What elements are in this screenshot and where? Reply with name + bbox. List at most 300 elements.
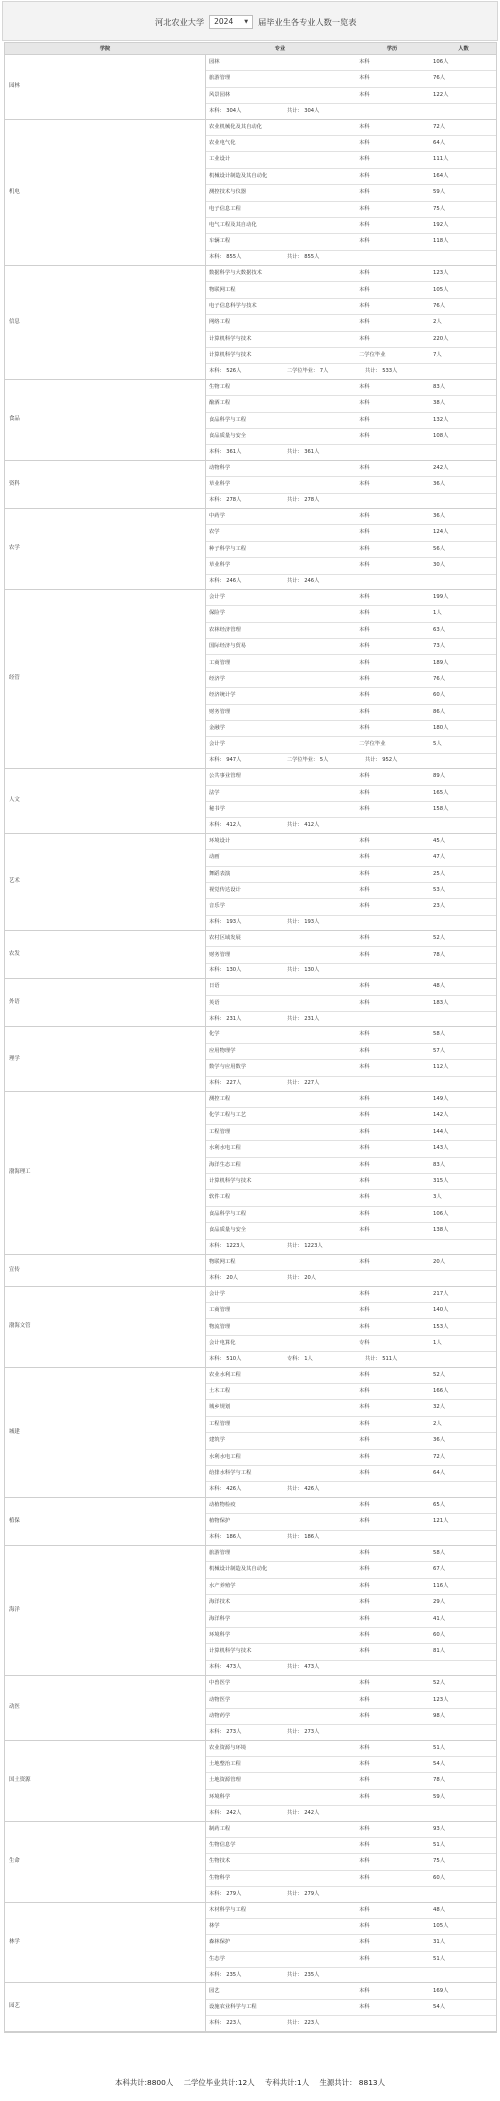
- table-row: [206, 1692, 496, 1708]
- college-name: 渤海理工: [9, 1169, 31, 1176]
- major-cell: 中兽医学: [209, 1680, 231, 1687]
- table-row: [206, 1562, 496, 1578]
- major-cell: 农业电气化: [209, 140, 236, 146]
- summary-undergrad: 本科： 235人: [209, 1971, 242, 1978]
- count-cell: 118人: [433, 238, 449, 245]
- count-cell: 2人: [433, 1420, 442, 1427]
- major-cell: 公共事业管理: [209, 773, 241, 780]
- table-row: [206, 1368, 496, 1384]
- level-cell: 本科: [359, 1874, 370, 1881]
- table-row: [206, 315, 496, 331]
- table-row: [206, 737, 496, 753]
- summary-second: 二学位毕业： 5人: [287, 757, 329, 764]
- level-cell: 本科: [359, 1549, 370, 1556]
- summary-undergrad: 本科： 412人: [209, 821, 242, 828]
- college-group: [5, 769, 496, 834]
- level-cell: 专科: [359, 1339, 370, 1346]
- count-cell: 122人: [433, 91, 449, 98]
- footer-second: 二学位毕业共计:12人: [183, 2078, 255, 2087]
- college-group: [5, 266, 496, 380]
- level-cell: 本科: [359, 189, 370, 196]
- table-row: [206, 1384, 496, 1400]
- table-row: [206, 705, 496, 721]
- college-group: [5, 1903, 496, 1984]
- table-row: [206, 1854, 496, 1870]
- major-cell: 化学工程与工艺: [209, 1112, 247, 1119]
- major-cell: 制药工程: [209, 1825, 231, 1832]
- table-row: [206, 1255, 496, 1271]
- summary-undergrad: 本科： 186人: [209, 1534, 242, 1541]
- level-cell: 本科: [359, 1210, 370, 1217]
- table-row: [206, 1060, 496, 1076]
- college-name: 外语: [9, 999, 20, 1006]
- college-group: [5, 834, 496, 931]
- college-name: 林学: [9, 1938, 20, 1945]
- count-cell: 138人: [433, 1227, 449, 1234]
- major-list: [205, 979, 496, 1026]
- major-list: [205, 769, 496, 833]
- college-summary: [206, 364, 496, 378]
- college-name: 食品: [9, 416, 20, 423]
- summary-total: 共计： 361人: [287, 448, 320, 455]
- count-cell: 158人: [433, 806, 449, 813]
- level-cell: 本科: [359, 1307, 370, 1314]
- count-cell: 111人: [433, 156, 449, 163]
- college-group: [5, 979, 496, 1027]
- summary-total: 共计： 426人: [287, 1485, 320, 1492]
- major-cell: 车辆工程: [209, 238, 231, 245]
- count-cell: 51人: [433, 1955, 446, 1962]
- major-cell: 化学: [209, 1031, 220, 1038]
- summary-total: 共计： 855人: [287, 254, 320, 261]
- major-cell: 英语: [209, 999, 220, 1006]
- major-cell: 动物科学: [209, 464, 231, 471]
- major-cell: 水利水电工程: [209, 1453, 241, 1460]
- count-cell: 30人: [433, 562, 446, 569]
- count-cell: 67人: [433, 1566, 446, 1573]
- table-header: [5, 43, 496, 55]
- count-cell: 315人: [433, 1178, 449, 1184]
- summary-total: 共计： 246人: [287, 578, 320, 585]
- college-group: [5, 55, 496, 120]
- major-cell: 动植物检疫: [209, 1501, 236, 1508]
- table-row: [206, 1871, 496, 1887]
- major-list: [205, 1983, 496, 2030]
- major-list: [205, 1676, 496, 1740]
- table-row: [206, 234, 496, 250]
- college-name: 生命: [9, 1857, 20, 1864]
- college-summary: [206, 104, 496, 118]
- college-summary: [206, 1531, 496, 1545]
- count-cell: 53人: [433, 886, 446, 893]
- level-cell: 本科: [359, 675, 370, 682]
- college-name: 园林: [9, 83, 20, 90]
- college-group: [5, 1676, 496, 1741]
- count-cell: 52人: [433, 1371, 446, 1378]
- level-cell: 本科: [359, 1128, 370, 1135]
- count-cell: 76人: [433, 302, 446, 309]
- count-cell: 36人: [433, 1437, 446, 1444]
- major-list: [205, 834, 496, 930]
- major-cell: 秘书学: [209, 806, 225, 813]
- table-row: [206, 1822, 496, 1838]
- count-cell: 52人: [433, 935, 446, 942]
- summary-total: 共计： 511人: [365, 1355, 398, 1362]
- table-row: [206, 1741, 496, 1757]
- major-cell: 数学与应用数学: [209, 1064, 247, 1071]
- major-cell: 计算机科学与技术: [209, 1178, 252, 1184]
- major-cell: 农村区域发展: [209, 935, 241, 942]
- count-cell: 86人: [433, 708, 446, 715]
- college-name: 渤海文管: [9, 1322, 31, 1329]
- table-row: [206, 802, 496, 818]
- summary-undergrad: 本科： 426人: [209, 1485, 242, 1492]
- count-cell: 192人: [433, 221, 449, 228]
- level-cell: 本科: [359, 1777, 370, 1784]
- count-cell: 64人: [433, 140, 446, 146]
- summary-undergrad: 本科： 227人: [209, 1080, 242, 1087]
- count-cell: 180人: [433, 725, 449, 732]
- level-cell: 本科: [359, 140, 370, 146]
- col-college-header: 学院: [99, 46, 111, 52]
- major-cell: 财务管理: [209, 951, 231, 958]
- count-cell: 72人: [433, 123, 446, 130]
- major-cell: 风景园林: [209, 91, 231, 98]
- count-cell: 63人: [433, 626, 446, 633]
- major-cell: 工商管理: [209, 659, 231, 666]
- count-cell: 1人: [433, 610, 442, 617]
- major-cell: 海洋生态工程: [209, 1161, 241, 1168]
- table-row: [206, 979, 496, 995]
- table-row: [206, 2000, 496, 2016]
- summary-undergrad: 本科： 273人: [209, 1728, 242, 1735]
- level-cell: 本科: [359, 156, 370, 163]
- level-cell: 本科: [359, 1842, 370, 1849]
- count-cell: 217人: [433, 1290, 449, 1297]
- count-cell: 3人: [433, 1194, 442, 1201]
- summary-total: 共计： 223人: [287, 2019, 320, 2026]
- level-cell: 本科: [359, 481, 370, 488]
- summary-total: 共计： 412人: [287, 821, 320, 828]
- count-cell: 60人: [433, 1631, 446, 1638]
- major-cell: 计算机科学与技术: [209, 1648, 252, 1655]
- major-cell: 酿酒工程: [209, 400, 231, 407]
- count-cell: 65人: [433, 1501, 446, 1508]
- major-list: [205, 1255, 496, 1286]
- major-cell: 农林经济管理: [209, 626, 241, 633]
- level-cell: 本科: [359, 1420, 370, 1427]
- count-cell: 199人: [433, 593, 449, 600]
- count-cell: 105人: [433, 286, 449, 293]
- table-row: [206, 1790, 496, 1806]
- level-cell: 本科: [359, 1145, 370, 1152]
- count-cell: 143人: [433, 1145, 449, 1152]
- level-cell: 本科: [359, 708, 370, 715]
- footer-junior: 专科共计:1人: [264, 2078, 310, 2087]
- major-list: [205, 931, 496, 978]
- college-name: 植保: [9, 1517, 20, 1524]
- level-cell: 本科: [359, 1194, 370, 1201]
- table-row: [206, 606, 496, 622]
- level-cell: 本科: [359, 886, 370, 893]
- table-row: [206, 1303, 496, 1319]
- college-group: [5, 1546, 496, 1676]
- table-row: [206, 867, 496, 883]
- college-summary: [206, 494, 496, 508]
- college-summary: [206, 1352, 496, 1366]
- title: [155, 15, 356, 29]
- level-cell: 本科: [359, 1290, 370, 1297]
- level-cell: 本科: [359, 1858, 370, 1865]
- major-cell: 森林保护: [209, 1939, 231, 1946]
- major-cell: 旅游管理: [209, 1549, 231, 1556]
- major-cell: 木材科学与工程: [209, 1906, 247, 1913]
- count-cell: 124人: [433, 529, 449, 536]
- table-row: [206, 152, 496, 168]
- table-row: [206, 1546, 496, 1562]
- major-list: [205, 1092, 496, 1254]
- count-cell: 59人: [433, 189, 446, 196]
- table-row: [206, 299, 496, 315]
- table-row: [206, 1514, 496, 1530]
- major-cell: 机械设计制造及其自动化: [209, 1566, 268, 1573]
- level-cell: 本科: [359, 286, 370, 293]
- level-cell: 本科: [359, 1031, 370, 1038]
- college-group: [5, 1741, 496, 1822]
- college-name: 农发: [9, 950, 20, 957]
- year-select[interactable]: [209, 15, 253, 29]
- college-group: [5, 461, 496, 509]
- footer-total: 生源共计： 8813人: [319, 2078, 386, 2087]
- table-row: [206, 590, 496, 606]
- major-cell: 生态学: [209, 1955, 225, 1962]
- level-cell: 本科: [359, 1696, 370, 1703]
- count-cell: 31人: [433, 1939, 446, 1946]
- level-cell: 本科: [359, 983, 370, 990]
- table-row: [206, 1158, 496, 1174]
- level-cell: 本科: [359, 400, 370, 407]
- major-list: [205, 120, 496, 266]
- college-group: [5, 1255, 496, 1287]
- major-cell: 国际经济与贸易: [209, 643, 247, 650]
- level-cell: 本科: [359, 806, 370, 813]
- level-cell: 本科: [359, 1227, 370, 1234]
- major-cell: 土地资源管理: [209, 1777, 241, 1784]
- count-cell: 47人: [433, 854, 446, 861]
- major-cell: 环境科学: [209, 1793, 231, 1800]
- level-cell: 本科: [359, 1599, 370, 1606]
- major-cell: 动物医学: [209, 1696, 231, 1703]
- level-cell: 本科: [359, 1761, 370, 1768]
- level-cell: 本科: [359, 626, 370, 633]
- level-cell: 本科: [359, 529, 370, 536]
- major-cell: 物联网工程: [209, 1258, 236, 1265]
- level-cell: 本科: [359, 270, 370, 277]
- level-cell: 本科: [359, 91, 370, 98]
- major-list: [205, 461, 496, 508]
- college-name: 资科: [9, 480, 20, 487]
- table-row: [206, 1579, 496, 1595]
- count-cell: 1人: [433, 1339, 442, 1346]
- level-cell: 本科: [359, 951, 370, 958]
- summary-undergrad: 本科： 242人: [209, 1809, 242, 1816]
- count-cell: 121人: [433, 1518, 449, 1525]
- level-cell: 本科: [359, 319, 370, 326]
- level-cell: 本科: [359, 1615, 370, 1622]
- summary-undergrad: 本科： 20人: [209, 1274, 238, 1281]
- table-row: [206, 1644, 496, 1660]
- major-cell: 机械设计制造及其自动化: [209, 172, 268, 179]
- table-row: [206, 1757, 496, 1773]
- table-row: [206, 1773, 496, 1789]
- level-cell: 本科: [359, 1178, 370, 1184]
- count-cell: 93人: [433, 1825, 446, 1832]
- major-cell: 食品科学与工程: [209, 416, 247, 423]
- table-row: [206, 185, 496, 201]
- table-row: [206, 1433, 496, 1449]
- count-cell: 25人: [433, 870, 446, 877]
- college-summary: [206, 754, 496, 768]
- count-cell: 149人: [433, 1096, 449, 1103]
- summary-undergrad: 本科： 1223人: [209, 1243, 245, 1250]
- count-cell: 112人: [433, 1064, 449, 1071]
- count-cell: 54人: [433, 1761, 446, 1768]
- major-cell: 食品科学与工程: [209, 1210, 247, 1217]
- count-cell: 58人: [433, 1549, 446, 1556]
- college-group: [5, 509, 496, 590]
- count-cell: 98人: [433, 1712, 446, 1719]
- major-cell: 生物科学: [209, 1874, 231, 1881]
- major-list: [205, 509, 496, 589]
- table-row: [206, 218, 496, 234]
- summary-undergrad: 本科： 526人: [209, 368, 242, 375]
- title-bar: [2, 1, 498, 41]
- college-summary: [206, 1240, 496, 1254]
- major-cell: 土木工程: [209, 1388, 231, 1395]
- college-name: 农学: [9, 545, 20, 552]
- major-cell: 数据科学与大数据技术: [209, 270, 262, 277]
- college-name: 国土资源: [9, 1776, 31, 1783]
- major-cell: 植物保护: [209, 1518, 231, 1525]
- major-cell: 测控技术与仪器: [209, 189, 247, 196]
- major-list: [205, 1027, 496, 1091]
- college-summary: [206, 1271, 496, 1285]
- table-row: [206, 413, 496, 429]
- count-cell: 23人: [433, 903, 446, 910]
- count-cell: 78人: [433, 1777, 446, 1784]
- count-cell: 81人: [433, 1648, 446, 1655]
- level-cell: 本科: [359, 854, 370, 861]
- summary-total: 共计： 1223人: [287, 1243, 323, 1250]
- count-cell: 105人: [433, 1922, 449, 1929]
- major-cell: 海洋科学: [209, 1615, 231, 1622]
- table-row: [206, 509, 496, 525]
- level-cell: 本科: [359, 1437, 370, 1444]
- major-list: [205, 380, 496, 460]
- table-row: [206, 1466, 496, 1482]
- count-cell: 38人: [433, 400, 446, 407]
- college-name: 信息: [9, 318, 20, 325]
- count-cell: 83人: [433, 1161, 446, 1168]
- major-cell: 物联网工程: [209, 286, 236, 293]
- table-row: [206, 1174, 496, 1190]
- table-row: [206, 477, 496, 493]
- count-cell: 5人: [433, 741, 442, 748]
- summary-undergrad: 本科： 473人: [209, 1664, 242, 1671]
- table-row: [206, 623, 496, 639]
- level-cell: 本科: [359, 1825, 370, 1832]
- count-cell: 48人: [433, 983, 446, 990]
- count-cell: 56人: [433, 545, 446, 552]
- summary-total: 共计： 304人: [287, 107, 320, 114]
- table-row: [206, 899, 496, 915]
- summary-total: 共计： 227人: [287, 1080, 320, 1087]
- level-cell: 本科: [359, 837, 370, 844]
- major-cell: 农学: [209, 529, 220, 536]
- major-cell: 法学: [209, 789, 220, 796]
- summary-total: 共计： 186人: [287, 1534, 320, 1541]
- table-row: [206, 1676, 496, 1692]
- college-summary: [206, 2016, 496, 2030]
- summary-undergrad: 本科： 223人: [209, 2019, 242, 2026]
- table-row: [206, 1207, 496, 1223]
- count-cell: 64人: [433, 1470, 446, 1477]
- table-row: [206, 1952, 496, 1968]
- summary-total: 共计： 278人: [287, 497, 320, 504]
- summary-total: 共计： 231人: [287, 1015, 320, 1022]
- summary-undergrad: 本科： 304人: [209, 107, 242, 114]
- level-cell: 本科: [359, 562, 370, 569]
- table-row: [206, 931, 496, 947]
- graduates-table: [4, 42, 497, 2033]
- college-summary: [206, 818, 496, 832]
- summary-undergrad: 本科： 231人: [209, 1015, 242, 1022]
- count-cell: 189人: [433, 659, 449, 666]
- college-group: [5, 1368, 496, 1498]
- major-cell: 设施农业科学与工程: [209, 2003, 257, 2010]
- count-cell: 73人: [433, 643, 446, 650]
- major-cell: 园林: [209, 59, 220, 66]
- major-cell: 测控工程: [209, 1096, 231, 1103]
- major-cell: 水利水电工程: [209, 1145, 241, 1152]
- level-cell: 本科: [359, 692, 370, 699]
- college-group: [5, 1027, 496, 1092]
- count-cell: 242人: [433, 464, 449, 471]
- table-row: [206, 1450, 496, 1466]
- count-cell: 41人: [433, 1615, 446, 1622]
- level-cell: 本科: [359, 773, 370, 780]
- major-cell: 应用物理学: [209, 1047, 236, 1054]
- table-row: [206, 1612, 496, 1628]
- major-cell: 给排水科学与工程: [209, 1470, 252, 1477]
- count-cell: 123人: [433, 1696, 449, 1703]
- college-summary: [206, 964, 496, 978]
- major-list: [205, 55, 496, 119]
- count-cell: 132人: [433, 416, 449, 423]
- table-row: [206, 202, 496, 218]
- college-summary: [206, 916, 496, 930]
- college-name: 城建: [9, 1428, 20, 1435]
- college-group: [5, 931, 496, 979]
- major-cell: 财务管理: [209, 708, 231, 715]
- level-cell: 本科: [359, 2003, 370, 2010]
- count-cell: 123人: [433, 270, 449, 277]
- count-cell: 20人: [433, 1258, 446, 1265]
- count-cell: 76人: [433, 75, 446, 82]
- table-row: [206, 266, 496, 282]
- count-cell: 78人: [433, 951, 446, 958]
- grand-total: [0, 2079, 500, 2086]
